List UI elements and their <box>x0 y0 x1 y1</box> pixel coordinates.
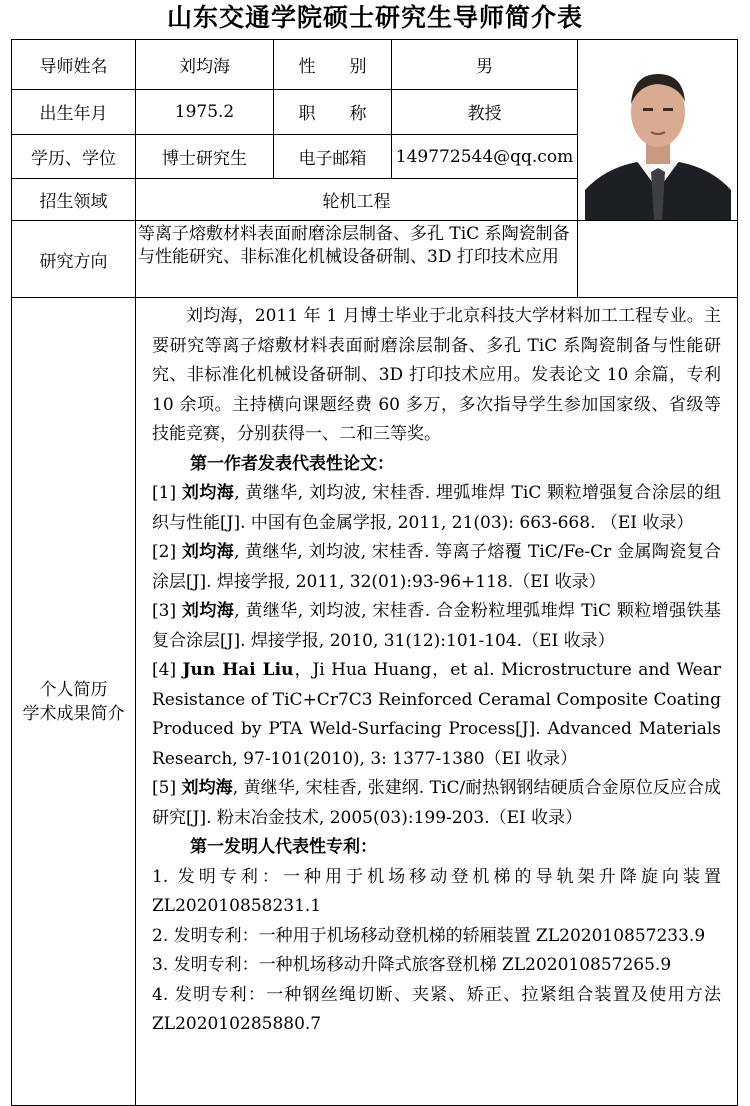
form-title: 山东交通学院硕士研究生导师简介表 <box>166 3 583 32</box>
photo-spacer <box>578 221 738 298</box>
portrait-photo <box>585 40 731 220</box>
paper-number: [2] <box>152 542 182 562</box>
name-label: 导师姓名 <box>12 40 136 90</box>
email-value: 149772544@qq.com <box>392 134 578 179</box>
patents-heading: 第一发明人代表性专利： <box>190 837 377 857</box>
paper-item <box>152 479 721 538</box>
gender-label: 性 别 <box>274 40 392 90</box>
paper-number: [1] <box>152 483 182 503</box>
bio-content <box>136 298 738 1106</box>
paper-author: Jun Hai Liu <box>182 660 294 680</box>
paper-citation: , 黄继华, 刘均波, 宋桂香. 埋弧堆焊 TiC 颗粒增强复合涂层的组织与性能[J]. 中国有色金属学报, 2011, 21(03): 663-668. （EI 收录） <box>152 483 722 533</box>
photo-cell <box>578 40 738 221</box>
degree-label: 学历、学位 <box>12 134 136 179</box>
portrait-icon <box>585 40 731 220</box>
field-value: 轮机工程 <box>136 179 578 221</box>
bio-side-label-2: 学术成果简介 <box>22 703 125 724</box>
paper-author: 刘均海 <box>181 601 235 621</box>
birth-label: 出生年月 <box>12 89 136 134</box>
patent-item: 2. 发明专利：一种用于机场移动登机梯的轿厢装置 ZL202010857233.9 <box>152 925 706 946</box>
degree-value: 博士研究生 <box>136 134 274 179</box>
research-value: 等离子熔敷材料表面耐磨涂层制备、多孔 TiC 系陶瓷制备与性能研究、非标准化机械设备研制、3D 打印技术应用 <box>136 221 578 298</box>
name-value: 刘均海 <box>136 40 274 90</box>
paper-citation: , 黄继华, 刘均波, 宋桂香. 等离子熔覆 TiC/Fe-Cr 金属陶瓷复合涂层[J]. 焊接学报, 2011, 32(01):93-96+118.（EI 收录） <box>152 542 722 592</box>
papers-heading: 第一作者发表代表性论文： <box>190 453 394 474</box>
paper-number: [5] <box>152 778 182 798</box>
paper-item <box>152 538 721 597</box>
bio-side-label <box>12 298 136 1106</box>
paper-item <box>152 597 721 656</box>
birth-value: 1975.2 <box>136 89 274 134</box>
paper-number: [3] <box>152 601 182 621</box>
paper-citation: , 黄继华, 刘均波, 宋桂香. 合金粉粒埋弧堆焊 TiC 颗粒增强铁基复合涂层[J]. 焊接学报, 2010, 31(12):101-104.（EI 收录） <box>152 601 722 651</box>
papers-list <box>152 479 721 833</box>
paper-number: [4] <box>152 660 183 680</box>
patent-item: 1. 发明专利：一种用于机场移动登机梯的导轨架升降旋向装置 ZL202010858231.1 <box>152 866 721 916</box>
paper-author: 刘均海 <box>181 483 235 503</box>
paper-citation: , 黄继华, 宋桂香, 张建纲. TiC/耐热钢钢结硬质合金原位反应合成研究[J]. 粉末冶金技术, 2005(03):199-203.（EI 收录） <box>152 778 722 828</box>
patents-list <box>152 863 721 1040</box>
email-label: 电子邮箱 <box>274 134 392 179</box>
field-label: 招生领域 <box>12 179 136 221</box>
patent-item: 3. 发明专利：一种机场移动升降式旅客登机梯 ZL202010857265.9 <box>152 955 672 975</box>
research-label: 研究方向 <box>12 221 136 298</box>
gender-value: 男 <box>392 40 578 90</box>
bio-side-label-1: 个人简历 <box>39 679 108 700</box>
paper-item <box>152 656 721 774</box>
profile-table <box>11 39 738 1106</box>
bio-intro: 刘均海，2011 年 1 月博士毕业于北京科技大学材料加工工程专业。主要研究等离子熔敷材料表面耐磨涂层制备、多孔 TiC 系陶瓷制备与性能研究、非标准化机械设备研制、3D 打印技术应用。发表论文 10 余篇，专利 10 余项。主持横向课题经费 60 多万，多次指导学生参加国家级、省级等技能竞赛，分别获得一、二和三等奖。 <box>152 306 721 444</box>
paper-item <box>152 774 721 833</box>
title-value: 教授 <box>392 89 578 134</box>
paper-citation: ，Ji Hua Huang，et al. Microstructure and Wear Resistance of TiC+Cr7C3 Reinforced Ceramal Composite Coating Produced by PTA Weld-Surfacing Process[J]. Advanced Materials Research, 97-101(2010), 3: 1377-1380（EI 收录） <box>152 660 721 769</box>
patent-item: 4. 发明专利：一种钢丝绳切断、夹紧、矫正、拉紧组合装置及使用方法 ZL202010285880.7 <box>152 984 721 1034</box>
paper-author: 刘均海 <box>181 778 233 798</box>
title-label: 职 称 <box>274 89 392 134</box>
paper-author: 刘均海 <box>181 542 235 562</box>
